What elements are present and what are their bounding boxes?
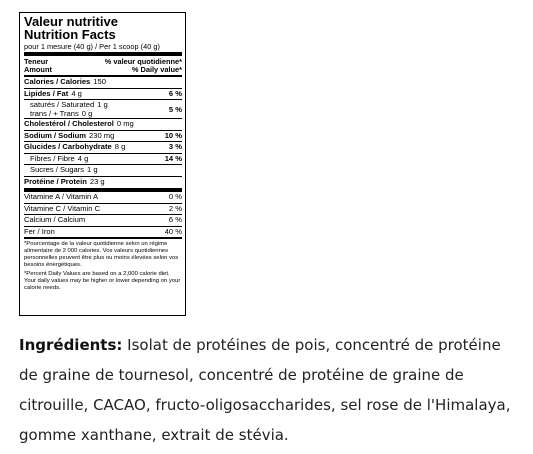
label-title-fr: Valeur nutritive xyxy=(24,14,118,29)
sugars-value: 1 g xyxy=(87,165,98,174)
vitamin-a-dv: 0 % xyxy=(168,192,182,201)
saturated-trans-row xyxy=(24,100,182,118)
amount-header-en: Amount xyxy=(24,65,52,74)
sodium-row xyxy=(24,131,182,142)
sodium-dv: 10 % xyxy=(164,130,182,140)
fibre-dv: 14 % xyxy=(164,153,182,163)
column-header xyxy=(24,56,182,75)
vitamin-c-label: Vitamine C / Vitamin C xyxy=(24,203,101,213)
label-title-en: Nutrition Facts xyxy=(24,27,116,42)
carbohydrate-row xyxy=(24,142,182,153)
saturated-label: saturés / Saturated xyxy=(30,100,95,109)
iron-label: Fer / Iron xyxy=(24,226,55,236)
iron-dv: 40 % xyxy=(164,226,182,236)
fat-label: Lipides / Fat xyxy=(24,88,69,98)
trans-label: trans / + Trans xyxy=(30,109,79,118)
protein-label: Protéine / Protein xyxy=(24,176,87,186)
calories-row xyxy=(24,77,182,88)
nutrition-facts-label xyxy=(19,12,186,316)
vitamin-a-label: Vitamine A / Vitamin A xyxy=(24,192,99,201)
vitamin-row xyxy=(24,204,182,215)
fibre-value: 4 g xyxy=(77,153,89,163)
fat-row xyxy=(24,89,182,100)
vitamin-c-dv: 2 % xyxy=(168,203,182,213)
saturated-value: 1 g xyxy=(97,100,108,109)
sodium-label: Sodium / Sodium xyxy=(24,130,87,140)
ingredients-text: Isolat de protéines de pois, concentré de protéine de graine de tournesol, concentré de protéine de graine de citrouille, CACAO, fructo-oligosaccharides, sel rose de l'Himalaya, gomme xanthane, extrait de stévia. xyxy=(19,336,511,444)
footnotes xyxy=(24,241,182,292)
calories-label: Calories / Calories xyxy=(24,77,91,86)
cholesterol-label: Cholestérol / Cholesterol xyxy=(24,119,114,128)
fat-value: 4 g xyxy=(71,88,82,98)
cholesterol-value: 0 mg xyxy=(116,119,134,128)
footnote-en: *Percent Daily Values are based on a 2,000 calorie diet. Your daily values may be higher or lower depending on your calorie needs. xyxy=(24,271,181,291)
amount-header-fr: Teneur xyxy=(24,57,49,66)
cholesterol-row xyxy=(24,119,182,130)
carbohydrate-dv: 3 % xyxy=(168,142,182,151)
dv-header-fr: % valeur quotidienne* xyxy=(104,57,182,66)
sugars-label: Sucres / Sugars xyxy=(30,165,85,174)
sodium-value: 230 mg xyxy=(89,130,115,140)
protein-value: 23 g xyxy=(89,176,105,186)
ingredients-paragraph xyxy=(19,330,519,450)
calories-value: 150 xyxy=(93,77,106,86)
sat-trans-dv: 5 % xyxy=(168,104,182,114)
fat-dv: 6 % xyxy=(168,88,182,98)
fibre-row xyxy=(24,154,182,165)
calcium-dv: 6 % xyxy=(168,215,182,224)
vitamin-row xyxy=(24,227,182,238)
ingredients-heading: Ingrédients: xyxy=(19,336,123,354)
carbohydrate-label: Glucides / Carbohydrate xyxy=(24,142,112,151)
vitamin-row xyxy=(24,192,182,203)
vitamin-row xyxy=(24,215,182,226)
divider xyxy=(24,237,182,239)
protein-row xyxy=(24,177,182,188)
calcium-label: Calcium / Calcium xyxy=(24,215,86,224)
dv-header-en: % Daily value* xyxy=(131,65,182,74)
carbohydrate-value: 8 g xyxy=(114,142,126,151)
serving-size: pour 1 mesure (40 g) / Per 1 scoop (40 g) xyxy=(24,42,160,51)
sugars-row xyxy=(24,165,182,176)
trans-value: 0 g xyxy=(81,109,93,118)
footnote-fr: *Pourcentage de la valeur quotidienne selon un régime alimentaire de 2 000 calories. Vos valeurs quotidiennes personnelles peuvent être plus ou moins élevées selon vos besoins énergétiques. xyxy=(24,241,179,268)
fibre-label: Fibres / Fibre xyxy=(30,153,75,163)
